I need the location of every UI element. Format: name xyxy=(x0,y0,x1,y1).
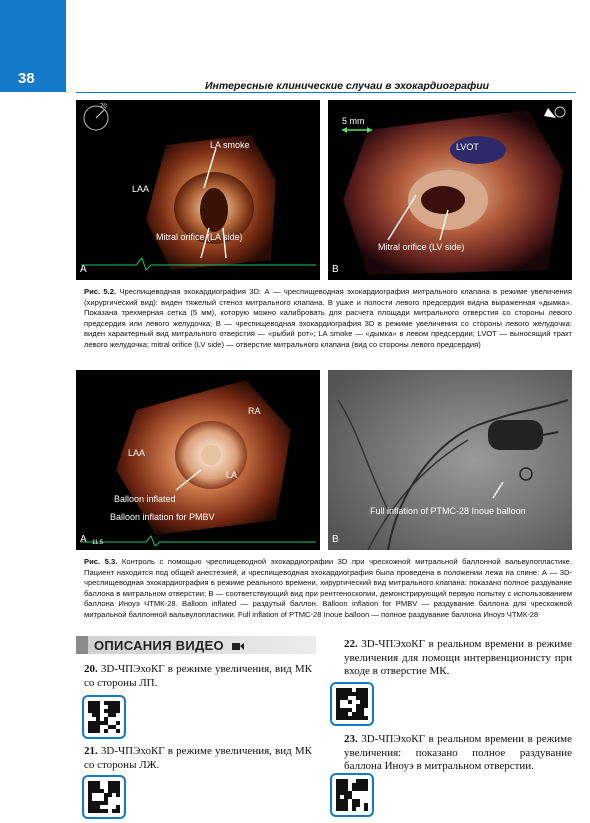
video-description: 3D-ЧПЭхоКГ в реальном времени в режиме увеличения для помощи интервенционисту при входе в отверстие МК. xyxy=(344,638,573,677)
qr-code-video-22[interactable] xyxy=(330,682,374,726)
section-title-accent xyxy=(76,636,88,654)
video-item-22 xyxy=(344,638,572,679)
qr-code-icon xyxy=(336,779,368,811)
video-number: 23. xyxy=(344,733,358,745)
video-item-23 xyxy=(344,733,572,774)
video-number: 22. xyxy=(344,638,358,650)
panel-letter: B xyxy=(332,534,339,545)
video-item-21 xyxy=(84,745,312,772)
label-la-smoke: LA smoke xyxy=(210,140,250,150)
caption-text: Чреспищеводная эхокардиография 3D: А — чреспищеводная эхокардиография митрального клапана в режиме увеличения (хирургический вид): виден тяжелый стеноз митрального клапана. В ушке и полости левого предсердия видна выраженная «дымка». Показана трехмерная сетка (5 мм), которую можно калибровать для расчета площади митрального отверстия со стороны левого предсердия или левого желудочка; В — чреспищеводная эхокардиография 3D в режиме увеличения со стороны левого желудочка: виден характерный вид митрального отверстия — «рыбий рот»; LA smoke — «дымка» в левом предсердии; LVOT — выносящий тракт левого желудочка; mitral orifice (LV side) — отверстие митрального клапана (вид со стороны левого предсердия) xyxy=(84,287,572,349)
fluoroscopy-image xyxy=(328,370,572,550)
qr-code-video-20[interactable] xyxy=(82,695,126,739)
label-laa: LAA xyxy=(132,184,150,194)
label-laa: LAA xyxy=(128,448,146,458)
probe-angle-readout: 70 xyxy=(100,104,107,110)
caption-label: Рис. 5.3. xyxy=(84,557,118,566)
label-la: LA xyxy=(226,470,238,480)
video-item-20 xyxy=(84,663,312,690)
label-lvot: LVOT xyxy=(456,142,479,152)
label-mitral-orifice-lv: Mitral orifice (LV side) xyxy=(378,242,465,252)
echo-3d-image-lv-side xyxy=(328,100,572,280)
label-ra: RA xyxy=(248,406,261,416)
panel-letter: B xyxy=(332,264,339,275)
video-description: 3D-ЧПЭхоКГ в реальном времени в режиме увеличения: показано полное раздувание баллона Иноуэ в митральном отверстии. xyxy=(344,733,573,772)
video-number: 21. xyxy=(84,745,98,757)
video-description: 3D-ЧПЭхоКГ в режиме увеличения, вид МК со стороны ЛЖ. xyxy=(84,745,312,771)
caption-label: Рис. 5.2. xyxy=(84,287,117,296)
panel-letter: A xyxy=(80,534,87,545)
panel-letter: A xyxy=(80,264,87,275)
qr-code-video-23[interactable] xyxy=(330,773,374,817)
label-full-inflation: Full inflation of PTMC-28 Inoue balloon xyxy=(370,506,526,516)
figure-5-3-panel-a xyxy=(76,370,320,550)
figure-5-2-panel-a xyxy=(76,100,320,280)
echo-3d-image-la-side xyxy=(76,100,320,280)
figure-5-3-panel-b xyxy=(328,370,572,550)
video-description: 3D-ЧПЭхоКГ в режиме увеличения, вид МК со стороны ЛП. xyxy=(84,663,312,689)
qr-code-video-21[interactable] xyxy=(82,775,126,819)
video-number: 20. xyxy=(84,663,98,675)
running-head: Интересные клинические случаи в эхокардиографии xyxy=(205,80,490,92)
echo-3d-image-balloon xyxy=(76,370,320,550)
qr-code-icon xyxy=(88,781,120,813)
label-mitral-orifice-la: Mitral orifice (LA side) xyxy=(156,232,243,242)
figure-5-2-panel-b xyxy=(328,100,572,280)
figure-5-3-caption xyxy=(84,557,572,621)
caption-text: Контроль с помощью чреспищеводной эхокардиографии 3D при чрескожной митральной баллонной вальвулопластике. Пациент находится под общей анестезией, и чреспищеводная эхокардиография была проведена в положении лежа на спине: А — 3D-чреспищеводная эхокардиография в режиме реального времени, хирургический вид митрального клапана: показано полное раздувание баллона в митральном отверстии; В — соответствующий вид при рентгеноскопии, демонстрирующий первую попытку с использованием баллона Иноуэ ЧТМК-28. Balloon inflated — раздутый баллон. Balloon inflation for PMBV — раздувание баллона для чрескожной митральной баллонной вальвулопластики. Full inflation of PTMC-28 Inoue balloon — полное раздувание баллона Иноуэ ЧТМК-28 xyxy=(84,557,572,619)
qr-code-icon xyxy=(336,688,368,720)
figure-5-2-caption xyxy=(84,287,572,351)
qr-code-icon xyxy=(88,701,120,733)
video-camera-icon xyxy=(232,642,244,651)
label-balloon-inflated: Balloon inflated xyxy=(114,494,176,504)
scale-readout: 11.5 xyxy=(92,540,104,546)
section-title-text: ОПИСАНИЯ ВИДЕО xyxy=(94,638,224,653)
label-5mm-scale: 5 mm xyxy=(342,116,365,126)
section-title xyxy=(94,638,244,653)
header-rule xyxy=(76,92,576,93)
label-balloon-inflation-pmbv: Balloon inflation for PMBV xyxy=(110,512,215,522)
page-number: 38 xyxy=(18,70,35,87)
